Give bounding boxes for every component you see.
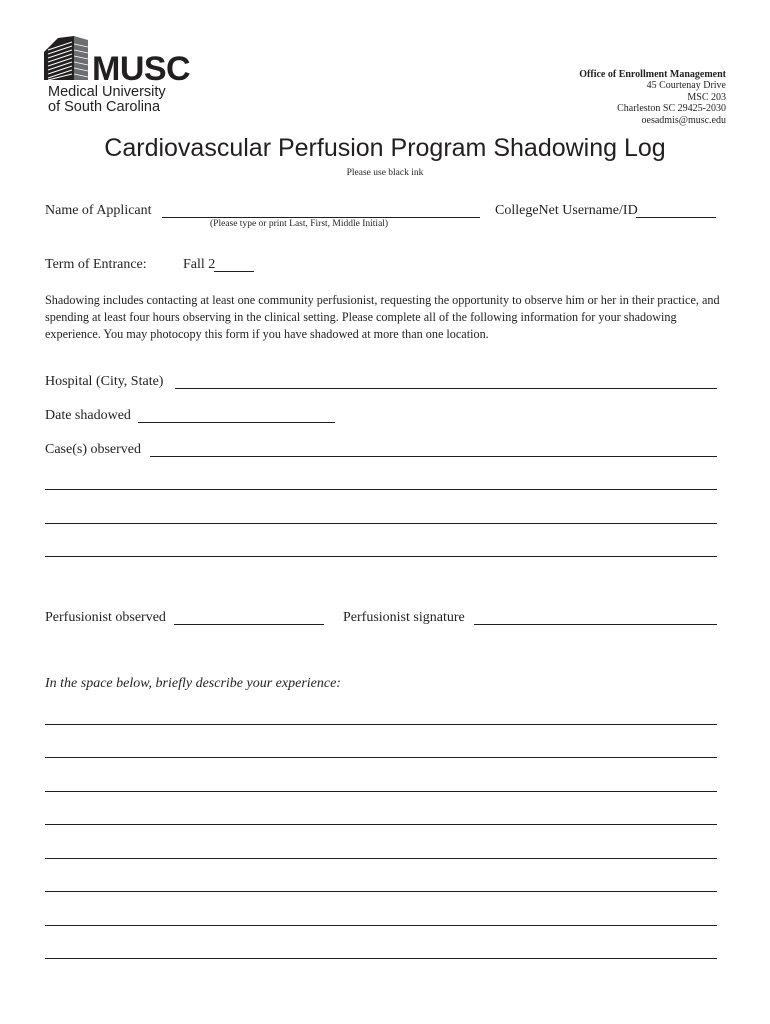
applicant-name-hint: (Please type or print Last, First, Middle Initial) — [210, 219, 389, 229]
perfusionist-observed-label: Perfusionist observed — [45, 610, 166, 625]
hospital-field[interactable] — [175, 388, 717, 389]
term-value: Fall 2 — [183, 257, 216, 272]
applicant-name-field[interactable] — [162, 217, 480, 218]
logo-line-2: of South Carolina — [48, 99, 161, 115]
logo-institution-name — [48, 85, 166, 115]
applicant-name-label: Name of Applicant — [45, 203, 152, 218]
term-label: Term of Entrance: — [45, 257, 147, 272]
experience-line[interactable] — [45, 757, 717, 758]
cases-observed-line[interactable] — [45, 489, 717, 490]
term-year-field[interactable] — [214, 271, 254, 272]
experience-line[interactable] — [45, 724, 717, 725]
logo-line-1: Medical University — [48, 84, 166, 100]
experience-line[interactable] — [45, 858, 717, 859]
perfusionist-observed-field[interactable] — [174, 624, 324, 625]
username-label: CollegeNet Username/ID — [495, 203, 638, 218]
experience-line[interactable] — [45, 791, 717, 792]
perfusionist-signature-field[interactable] — [474, 624, 717, 625]
cases-observed-line[interactable] — [45, 556, 717, 557]
office-street: 45 Courtenay Drive — [646, 80, 726, 92]
experience-prompt: In the space below, briefly describe your experience: — [45, 676, 341, 691]
office-email[interactable]: oesadmis@musc.edu — [641, 114, 726, 126]
username-field[interactable] — [636, 217, 716, 218]
date-shadowed-label: Date shadowed — [45, 408, 131, 423]
office-city: Charleston SC 29425-2030 — [617, 103, 726, 115]
office-contact-block — [579, 69, 726, 126]
experience-line[interactable] — [45, 824, 717, 825]
hospital-label: Hospital (City, State) — [45, 374, 164, 389]
cases-observed-label: Case(s) observed — [45, 442, 142, 457]
shadowing-description: Shadowing includes contacting at least one community perfusionist, requesting the opportunity to observe him or her in their practice, and spending at least four hours observing in the clinical setting. Please complete all of the following information for your shadowing experience. You may photocopy this form if you have shadowed at more than one location. — [45, 293, 720, 341]
cases-observed-line[interactable] — [45, 523, 717, 524]
office-msc: MSC 203 — [687, 91, 726, 103]
experience-line[interactable] — [45, 891, 717, 892]
ink-instruction: Please use black ink — [346, 168, 424, 178]
logo-wordmark: MUSC — [92, 50, 191, 88]
office-name: Office of Enrollment Management — [579, 69, 726, 80]
cases-observed-field[interactable] — [150, 456, 717, 457]
perfusionist-signature-label: Perfusionist signature — [343, 610, 465, 625]
date-shadowed-field[interactable] — [138, 422, 335, 423]
experience-line[interactable] — [45, 925, 717, 926]
experience-line[interactable] — [45, 958, 717, 959]
page-title: Cardiovascular Perfusion Program Shadowing Log — [104, 134, 666, 162]
